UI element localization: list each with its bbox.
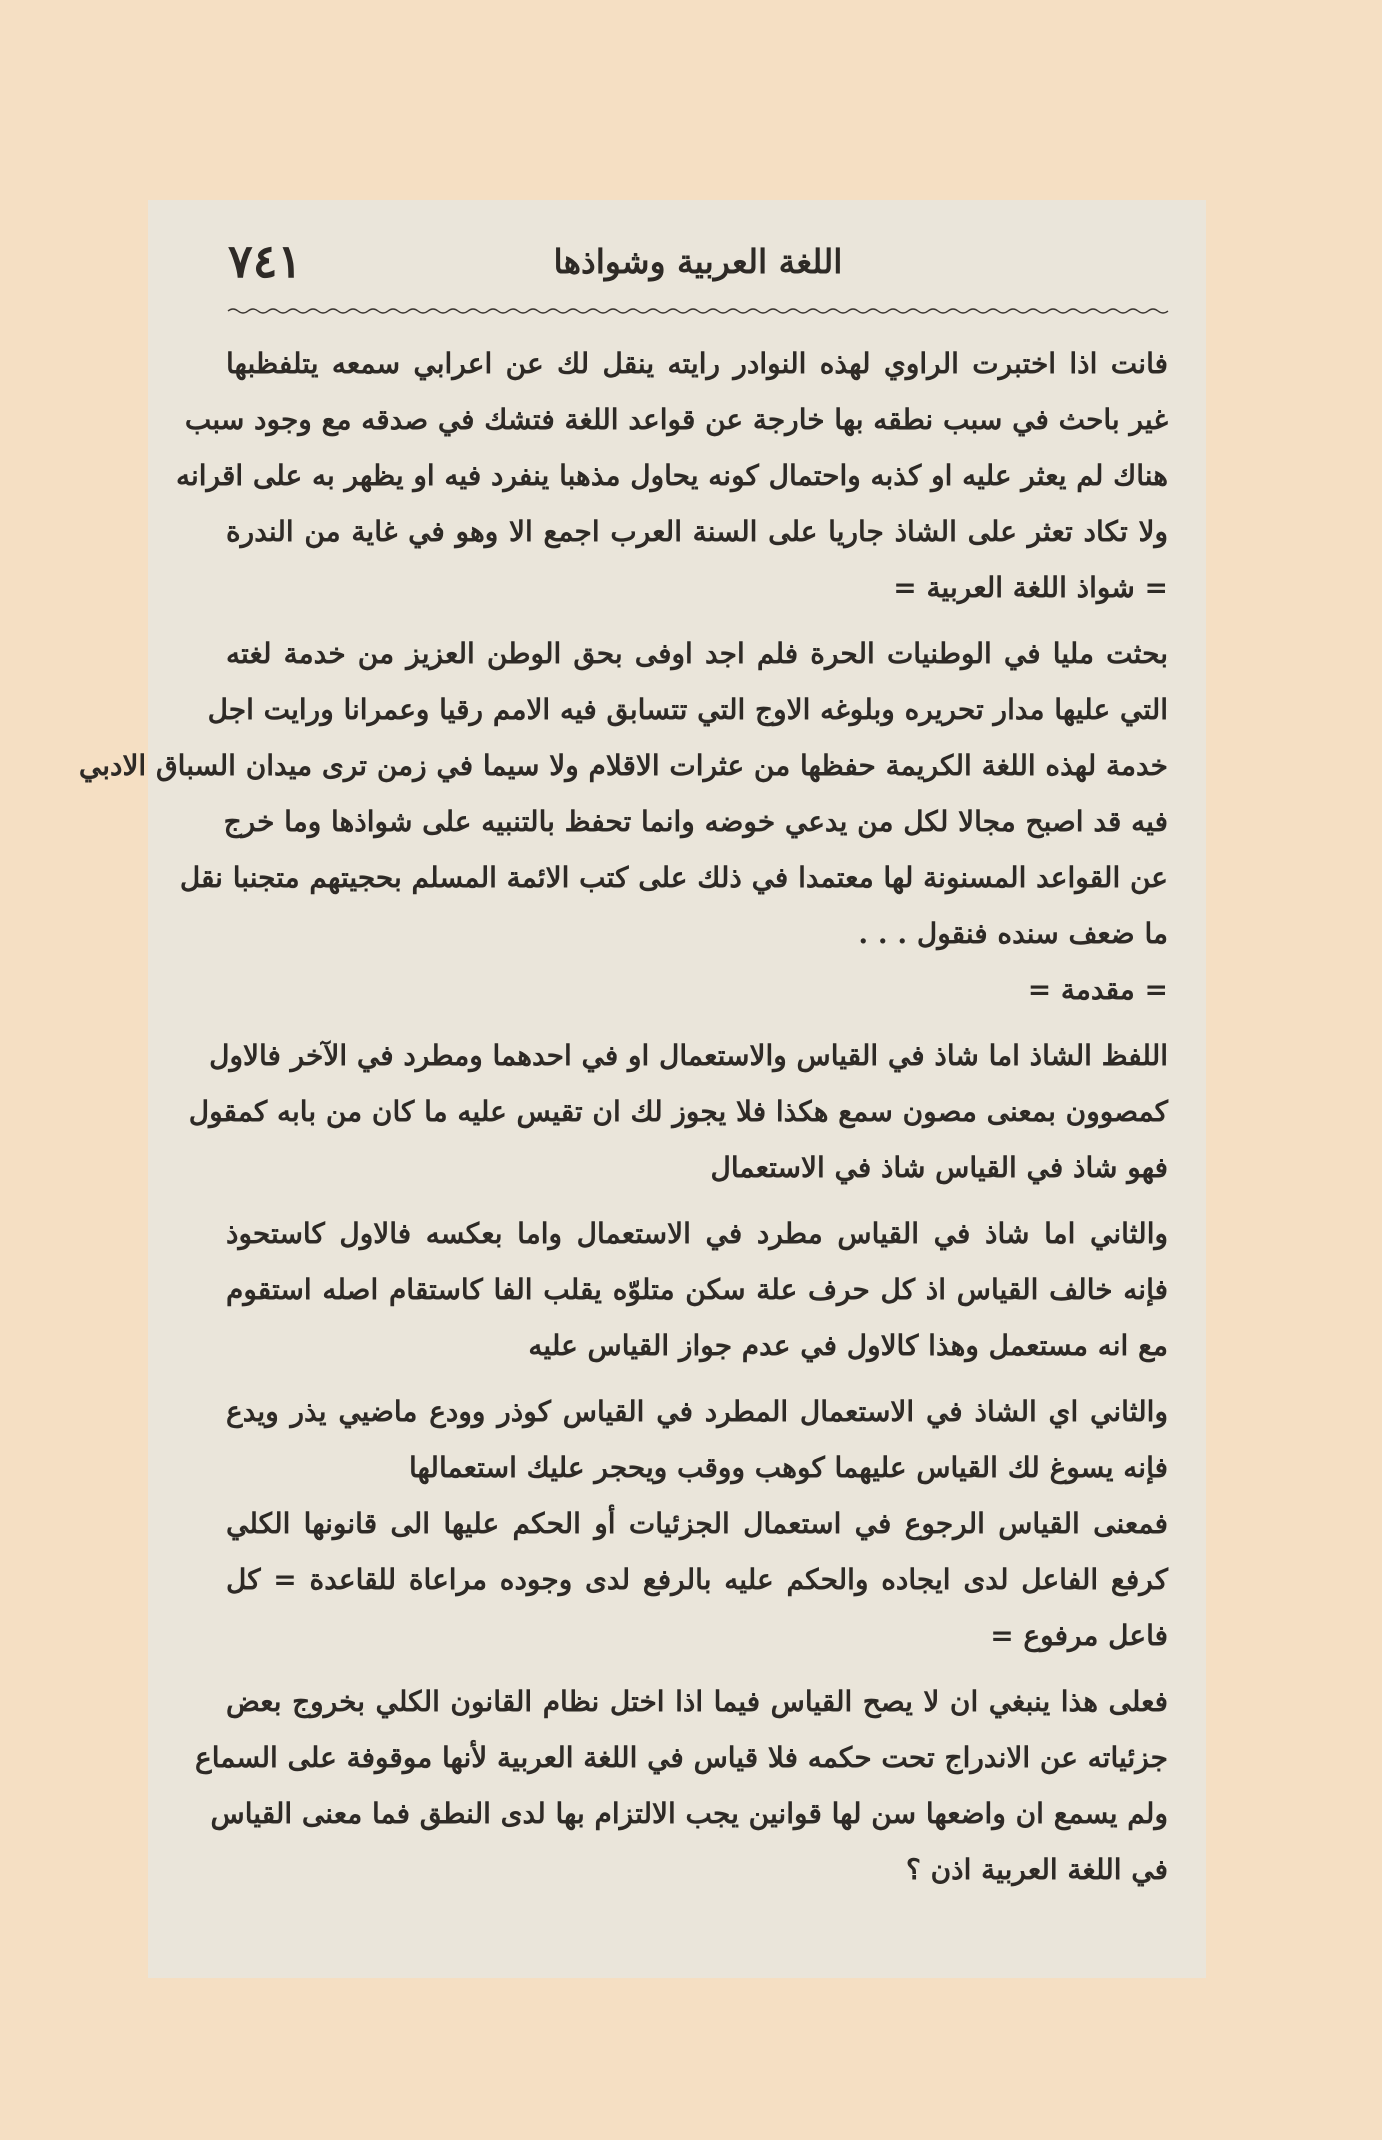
text-line: كرفع الفاعل لدى ايجاده والحكم عليه بالرفع لدى وجوده مراعاة للقاعدة = كل: [226, 1563, 1168, 1596]
text-line: فإنه خالف القياس اذ كل حرف علة سكن متلوّه يقلب الفا كاستقام اصله استقوم: [226, 1273, 1168, 1306]
text-line: فيه قد اصبح مجالا لكل من يدعي خوضه وانما تحفظ بالتنبيه على شواذها وما خرج: [223, 805, 1168, 838]
text-line: اللفظ الشاذ اما شاذ في القياس والاستعمال او في احدهما ومطرد في الآخر فالاول: [209, 1039, 1168, 1072]
text-line: فهو شاذ في القياس شاذ في الاستعمال: [710, 1151, 1168, 1184]
running-title: اللغة العربية وشواذها: [553, 242, 843, 281]
page-header: [228, 228, 1168, 300]
wavy-rule-line: [228, 306, 1168, 316]
text-line: والثاني اما شاذ في القياس مطرد في الاستعمال واما بعكسه فالاول كاستحوذ: [226, 1217, 1168, 1250]
text-line: عن القواعد المسنونة لها معتمدا في ذلك على كتب الائمة المسلم بحجيتهم متجنبا نقل: [179, 861, 1168, 894]
text-line: فانت اذا اختبرت الراوي لهذه النوادر رايته ينقل لك عن اعرابي سمعه يتلفظبها: [226, 347, 1168, 380]
text-line: ولا تكاد تعثر على الشاذ جاريا على السنة العرب اجمع الا وهو في غاية من الندرة: [226, 515, 1168, 548]
text-line: بحثت مليا في الوطنيات الحرة فلم اجد اوفى بحق الوطن العزيز من خدمة لغته: [226, 637, 1168, 670]
text-line: خدمة لهذه اللغة الكريمة حفظها من عثرات الاقلام ولا سيما في زمن ترى ميدان السباق الادبي: [78, 749, 1168, 782]
section-heading: = شواذ اللغة العربية =: [893, 571, 1168, 604]
text-line: غير باحث في سبب نطقه بها خارجة عن قواعد اللغة فتشك في صدقه مع وجود سبب: [184, 403, 1168, 436]
text-line: فمعنى القياس الرجوع في استعمال الجزئيات أو الحكم عليها الى قانونها الكلي: [226, 1507, 1168, 1540]
text-line: مع انه مستعمل وهذا كالاول في عدم جواز القياس عليه: [528, 1329, 1168, 1362]
book-page: [78, 200, 1206, 1978]
text-line: فإنه يسوغ لك القياس عليهما كوهب ووقب ويحجر عليك استعمالها: [408, 1451, 1168, 1484]
text-line: فاعل مرفوع =: [990, 1619, 1168, 1652]
text-line: والثاني اي الشاذ في الاستعمال المطرد في القياس كوذر وودع ماضيي يذر ويدع: [226, 1395, 1168, 1428]
header-wavy-rule: [228, 306, 1168, 316]
body-text: [78, 336, 1168, 1898]
section-heading: = مقدمة =: [1027, 973, 1168, 1006]
text-line: هناك لم يعثر عليه او كذبه واحتمال كونه يحاول مذهبا ينفرد فيه او يظهر به على اقرانه: [175, 459, 1168, 492]
text-line: جزئياته عن الاندراج تحت حكمه فلا قياس في اللغة العربية لأنها موقوفة على السماع: [195, 1741, 1168, 1774]
page-number: ٧٤١: [228, 234, 303, 288]
text-line: التي عليها مدار تحريره وبلوغه الاوج التي تتسابق فيه الامم رقيا وعمرانا ورايت اجل: [207, 693, 1168, 726]
text-line: كمصوون بمعنى مصون سمع هكذا فلا يجوز لك ان تقيس عليه ما كان من بابه كمقول: [188, 1095, 1168, 1128]
text-line: فعلى هذا ينبغي ان لا يصح القياس فيما اذا اختل نظام القانون الكلي بخروج بعض: [226, 1685, 1168, 1718]
text-line: ما ضعف سنده فنقول . . .: [858, 917, 1168, 950]
text-line: في اللغة العربية اذن ؟: [905, 1853, 1168, 1886]
text-line: ولم يسمع ان واضعها سن لها قوانين يجب الالتزام بها لدى النطق فما معنى القياس: [210, 1797, 1168, 1830]
